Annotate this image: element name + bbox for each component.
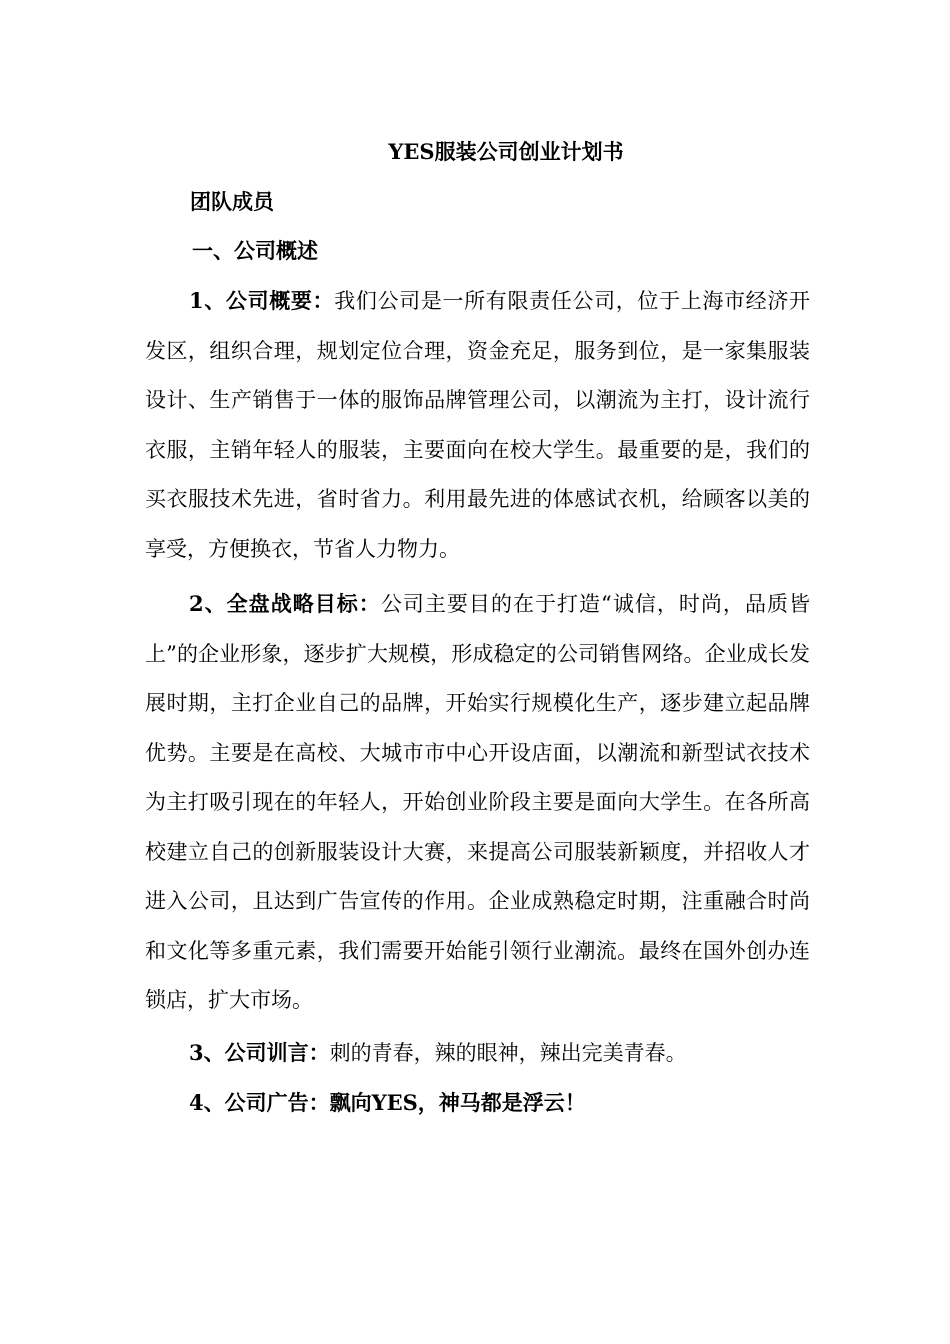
section-heading-overview: 一、公司概述 [192,238,318,263]
paragraph-company-summary [145,276,810,574]
paragraph-company-motto [145,1028,810,1079]
paragraph-text: 刺的青春，辣的眼神，辣出完美青春。 [329,1041,687,1065]
document-title: YES服装公司创业计划书 [388,139,624,164]
paragraph-company-ad [145,1078,810,1129]
paragraph-lead: 1、公司概要： [189,288,335,313]
paragraph-lead: 2、全盘战略目标： [189,591,381,616]
paragraph-lead: 3、公司训言： [189,1040,330,1065]
team-members-heading: 团队成员 [190,189,274,214]
paragraph-text: 飘向YES，神马都是浮云！ [329,1090,586,1115]
paragraph-text: 我们公司是一所有限责任公司，位于上海市经济开发区，组织合理，规划定位合理，资金充足，服务到位，是一家集服装设计、生产销售于一体的服饰品牌管理公司，以潮流为主打，设计流行衣服，主销年轻人的服装，主要面向在校大学生。最重要的是，我们的买衣服技术先进，省时省力。利用最先进的体感试衣机，给顾客以美的享受，方便换衣，节省人力物力。 [145,289,810,561]
paragraph-lead: 4、公司广告： [189,1090,330,1115]
paragraph-strategy-goal [145,579,810,1026]
paragraph-text: 公司主要目的在于打造“诚信，时尚，品质皆上”的企业形象，逐步扩大规模，形成稳定的公司销售网络。企业成长发展时期，主打企业自己的品牌，开始实行规模化生产，逐步建立起品牌优势。主要是在高校、大城市市中心开设店面，以潮流和新型试衣技术为主打吸引现在的年轻人，开始创业阶段主要是面向大学生。在各所高校建立自己的创新服装设计大赛，来提高公司服装新颖度，并招收人才进入公司，且达到广告宣传的作用。企业成熟稳定时期，注重融合时尚和文化等多重元素，我们需要开始能引领行业潮流。最终在国外创办连锁店，扩大市场。 [145,592,810,1012]
